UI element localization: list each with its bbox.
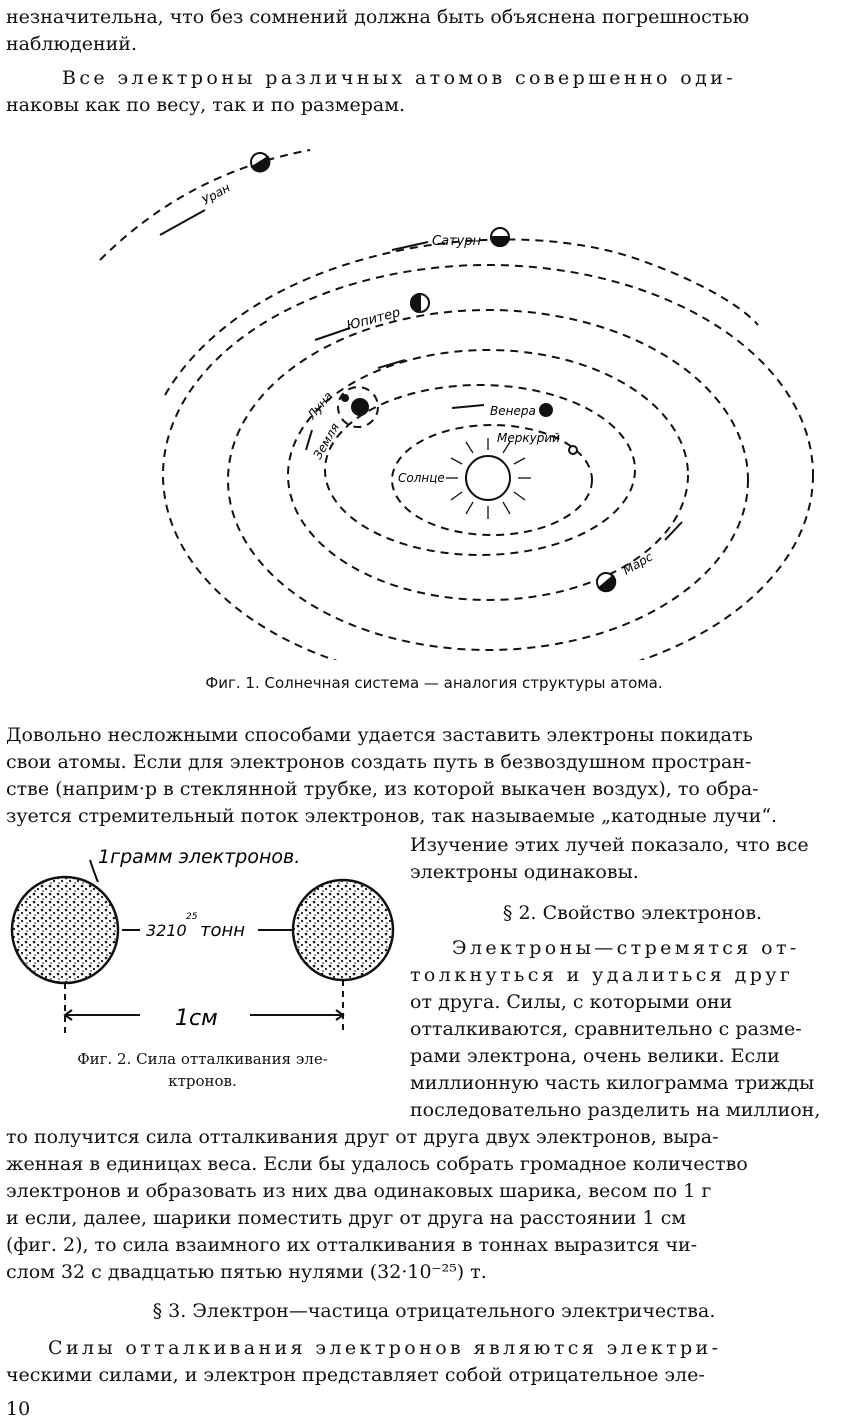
label-mercury: Меркурий [497,431,560,445]
text-line: и если, далее, шарики поместить друг от друга на расстоянии 1 см [6,1207,687,1229]
electron-ball-left [12,877,118,983]
label-earth: Земля [310,420,343,462]
handwritten-gram-label: 1грамм электронов. [98,846,301,868]
planet-earth [352,399,368,415]
text-line: наковы как по весу, так и по размерам. [6,94,406,116]
planet-venus [540,404,552,416]
handwritten-unit: тонн [200,920,246,941]
electron-ball-right [293,880,393,980]
label-venus: Венера [490,404,536,418]
handwritten-distance: 1см [175,1006,218,1031]
section-heading: § 2. Свойство электронов. [502,902,763,924]
solar-system-figure [0,120,868,660]
text-line: Изучение этих лучей показало, что все [410,834,809,856]
label-moon: Луна [304,388,336,422]
section-heading: § 3. Электрон—частица отрицательного электричества. [152,1300,716,1322]
text-line: ческими силами, и электрон представляет собой отрицательное эле- [6,1364,705,1386]
text-line: то получится сила отталкивания друг от друга двух электронов, выра- [6,1126,719,1148]
text-line: женная в единицах веса. Если бы удалось собрать громадное количество [6,1153,748,1175]
figure-caption: ктронов. [168,1072,237,1090]
handwritten-force: 3210 [146,921,187,940]
text-line: Электроны—стремятся от- [452,937,800,959]
text-line: Все электроны различных атомов совершенно оди- [62,67,737,89]
planet-moon [342,395,348,401]
figure-caption: Фиг. 2. Сила отталкивания эле- [77,1050,328,1068]
text-line: отталкиваются, сравнительно с разме- [410,1018,802,1040]
text-line: последовательно разделить на миллион, [410,1099,821,1121]
page-number: 10 [6,1398,31,1420]
text-line: толкнуться и удалиться друг [410,964,794,986]
text-line: Довольно несложными способами удается заставить электроны покидать [6,724,753,746]
sun [466,456,510,500]
text-line: рами электрона, очень велики. Если [410,1045,780,1067]
planet-mercury [569,446,577,454]
text-line: электроны одинаковы. [410,861,639,883]
text-line: Силы отталкивания электронов являются электри- [48,1337,722,1359]
text-line: зуется стремительный поток электронов, так называемые „катодные лучи“. [6,805,778,827]
label-mars: Марс [620,549,656,578]
text-line: (фиг. 2), то сила взаимного их отталкивания в тоннах выразится чи- [6,1234,698,1256]
orbit-saturn [165,239,758,395]
text-line: слом 32 с двадцатью пятью нулями (32·10⁻²⁵) т. [6,1261,487,1283]
figure-caption: Фиг. 1. Солнечная система — аналогия структуры атома. [205,674,663,692]
text-line: миллионную часть килограмма трижды [410,1072,815,1094]
text-line: наблюдений. [6,33,138,55]
text-line: стве (наприм·р в стеклянной трубке, из которой выкачен воздух), то обра- [6,778,759,800]
electron-repulsion-figure [0,820,405,1050]
label-uranus: Уран [199,180,233,208]
label-sun: Солнце [398,471,445,485]
text-line: свои атомы. Если для электронов создать путь в безвоздушном простран- [6,751,752,773]
label-saturn: Сатурн [432,234,482,249]
label-jupiter: Юпитер [345,305,402,334]
text-line: электронов и образовать из них два одинаковых шарика, весом по 1 г [6,1180,712,1202]
text-line: от друга. Силы, с которыми они [410,991,733,1013]
text-line: незначительна, что без сомнений должна быть объяснена погрешностью [6,6,750,28]
handwritten-exponent: 25 [186,912,198,922]
